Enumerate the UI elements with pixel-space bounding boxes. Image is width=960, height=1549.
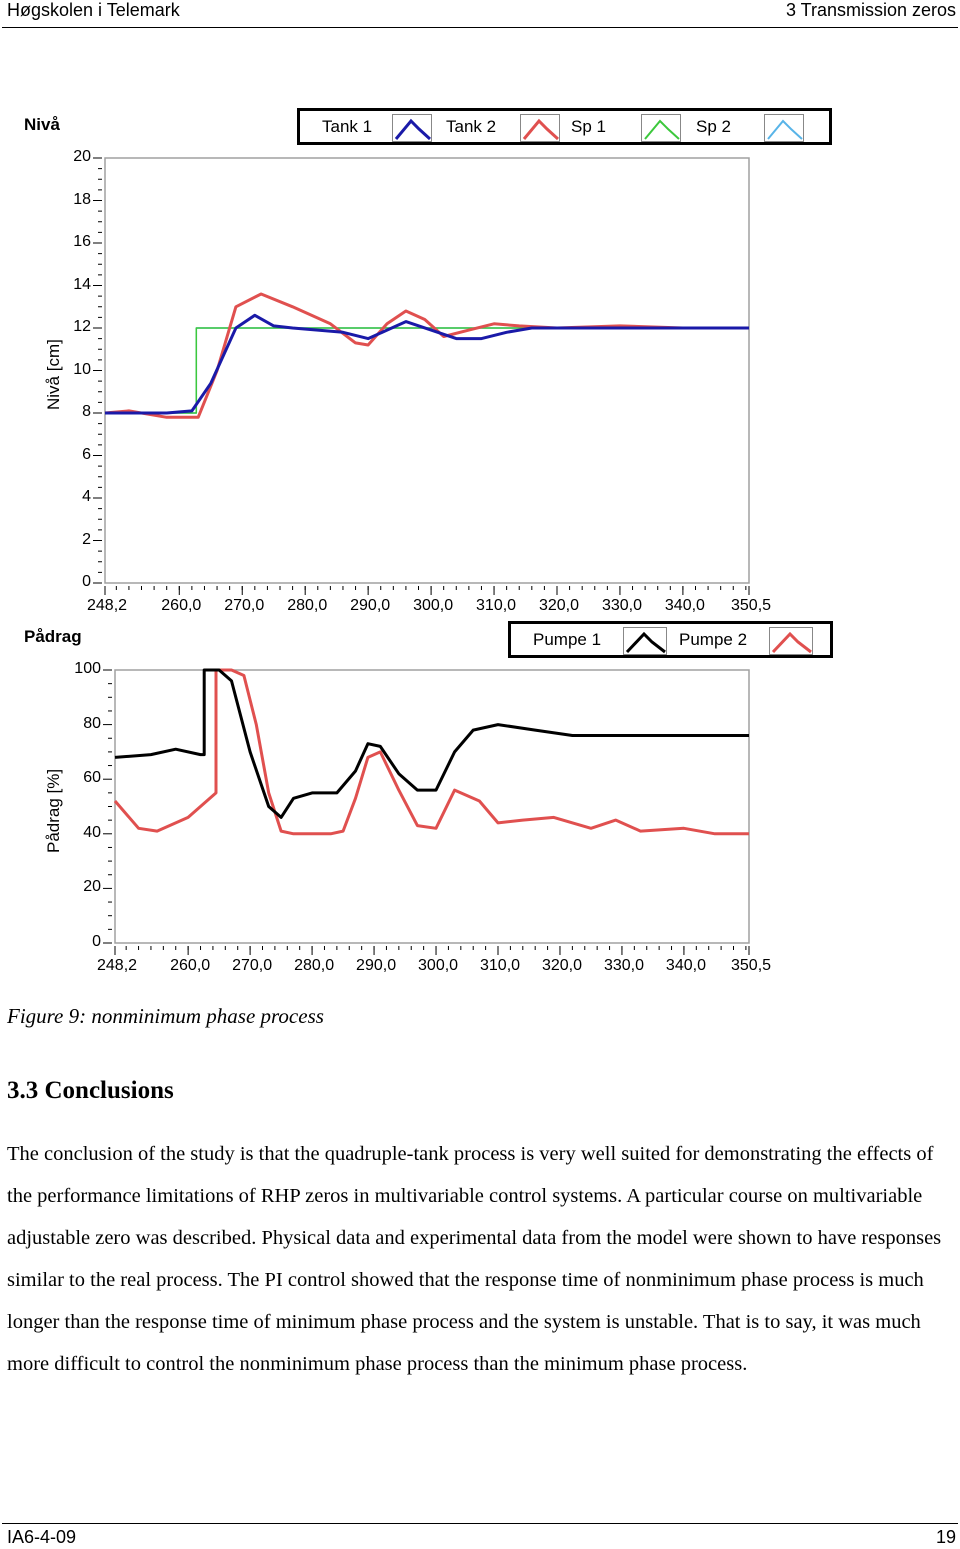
control-xtick-label: 248,2 [97, 957, 138, 974]
top-panel-ylabel: Nivå [cm] [44, 339, 63, 410]
control-xtick-label: 270,0 [232, 957, 273, 974]
body-paragraph: The conclusion of the study is that the quadruple-tank process is very well suited for demonstrating the effects of the performance limitations of RHP zeros in multivariable control systems. A particular course on multivariable adjustable zero was described. Physical data and experimental data from the model were shown to have responses similar to the real process. The PI control showed that the response time of nonminimum phase process is much longer than the response time of minimum phase process and the system is unstable. That is to say, it was much more difficult to control the nonminimum phase process than the minimum phase process. [7, 1143, 942, 1375]
control-xtick-label: 340,0 [665, 957, 706, 974]
level-ytick-label: 6 [82, 445, 91, 463]
control-xtick-label: 260,0 [170, 957, 211, 974]
control-xtick-label: 300,0 [418, 957, 459, 974]
bottom-panel-title: Pådrag [24, 627, 82, 646]
control-ytick-label: 60 [83, 769, 101, 787]
figure-caption: Figure 9: nonminimum phase process [7, 1004, 324, 1028]
level-ytick-label: 18 [73, 190, 91, 208]
level-ytick-label: 4 [82, 488, 91, 505]
level-xtick-label: 300,0 [413, 597, 454, 614]
page-number: 19 [935, 1527, 956, 1547]
control-ytick-label: 80 [83, 714, 101, 732]
control-plot-area [115, 670, 749, 943]
control-xtick-label: 320,0 [541, 957, 583, 974]
level-ytick-label: 10 [73, 360, 91, 378]
level-ytick-label: 16 [73, 233, 91, 250]
header-institution: Høgskolen i Telemark [7, 0, 180, 20]
level-xtick-label: 280,0 [287, 597, 328, 614]
level-ytick-label: 8 [82, 403, 91, 420]
control-ytick-label: 100 [74, 660, 101, 677]
control-xtick-label: 350,5 [731, 957, 772, 974]
footer-doc-id: IA6-4-09 [7, 1527, 77, 1547]
level-xtick-label: 248,2 [87, 597, 128, 614]
level-plot-area [105, 158, 749, 583]
control-xtick-label: 330,0 [603, 957, 644, 974]
level-xtick-label: 260,0 [161, 597, 202, 614]
level-ytick-label: 20 [73, 148, 91, 165]
level-ytick-label: 2 [82, 530, 91, 548]
section-heading: 3.3 Conclusions [7, 1077, 174, 1104]
level-xtick-label: 310,0 [476, 597, 517, 614]
level-xtick-label: 340,0 [664, 597, 705, 614]
control-ytick-label: 20 [83, 878, 101, 896]
level-xtick-label: 350,5 [731, 597, 772, 614]
legend-label-pumpe-2: Pumpe 2 [679, 630, 748, 649]
control-ytick-label: 0 [92, 933, 101, 950]
legend-label-sp-1: Sp 1 [571, 117, 606, 136]
level-xtick-label: 320,0 [538, 597, 580, 614]
level-xtick-label: 290,0 [350, 597, 391, 614]
header-chapter: 3 Transmission zeros [785, 0, 956, 20]
control-xtick-label: 290,0 [356, 957, 397, 974]
level-xtick-label: 270,0 [224, 597, 265, 614]
control-ytick-label: 40 [83, 823, 101, 841]
level-ytick-label: 12 [73, 318, 91, 335]
bottom-panel-ylabel: Pådrag [%] [44, 768, 63, 853]
control-xtick-label: 280,0 [294, 957, 335, 974]
top-panel-title: Nivå [24, 115, 60, 134]
legend-label-tank-1: Tank 1 [322, 117, 373, 136]
level-ytick-label: 14 [73, 275, 91, 293]
legend-label-sp-2: Sp 2 [696, 117, 731, 136]
level-ytick-label: 0 [82, 573, 91, 590]
legend-label-tank-2: Tank 2 [446, 117, 497, 136]
level-xtick-label: 330,0 [601, 597, 642, 614]
control-xtick-label: 310,0 [480, 957, 521, 974]
footer-rule [2, 1523, 958, 1524]
legend-label-pumpe-1: Pumpe 1 [533, 630, 602, 649]
